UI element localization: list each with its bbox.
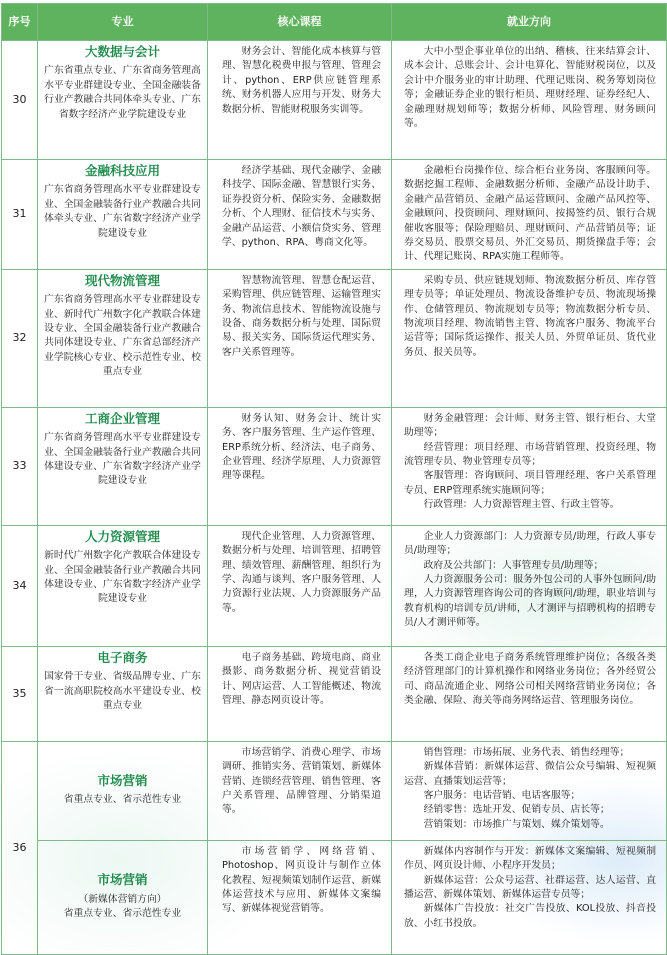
majors-table: [1, 3, 667, 955]
job-line: 行政管理：人力资源管理主管、行政主管等。: [423, 499, 620, 511]
jobs-cell: [392, 160, 667, 270]
courses-text: 电子商务基础、跨境电商、商业摄影、商务数据分析、视觉营销设计、网店运营、人工智能概述、物流管理、静态网页设计等。: [222, 651, 381, 707]
row-number: 33: [2, 407, 38, 525]
major-cell: [38, 41, 208, 160]
header-major: 专业: [38, 4, 208, 41]
major-name: 工商企业管理: [84, 410, 160, 426]
major-name: 市场营销: [97, 872, 148, 888]
header-courses: 核心课程: [208, 4, 392, 41]
courses-cell: [208, 269, 392, 407]
table-row: [2, 41, 667, 160]
job-line: 新媒体内容制作与开发：新媒体文案编辑、短视频制作员、网页设计师、小程序开发员；: [404, 845, 656, 872]
jobs-list: [392, 526, 666, 635]
row-number: 32: [2, 269, 38, 407]
header-jobs: 就业方向: [392, 4, 667, 41]
courses-cell: [208, 41, 392, 160]
jobs-cell: [392, 840, 667, 954]
jobs-cell: [392, 407, 667, 525]
major-description: 新时代广州数字化产教联合体建设专业、全国金融装备行业产教融合共同体建设专业、广东省数字经济产业学院建设专业: [44, 550, 201, 605]
courses-cell: [208, 646, 392, 741]
courses-cell: [208, 840, 392, 954]
major-description: 国家骨干专业、省级品牌专业、广东省一流高职院校高水平建设专业、校重点专业: [44, 671, 201, 712]
major-description: 广东省重点专业、广东省商务管理高水平专业群建设专业、全国金融装备行业产教融合共同体牵头专业、广东省数字经济产业学院建设专业: [44, 65, 201, 120]
job-line: 客户服务：电话营销、电话客服等；: [423, 790, 581, 802]
major-cell: [38, 269, 208, 407]
job-line: 新媒体营销：新媒体运营、微信公众号编辑、短视频运营、直播策划运营等；: [404, 761, 656, 787]
courses-cell: [208, 741, 392, 840]
courses-text: 智慧物流管理、智慧仓配运营、采购管理、供应链管理、运输管理实务、物流信息技术、智能物流设施与设备、商务数据分析与处理、国际贸易、报关实务、国际货运代理实务、客户关系管理等。: [222, 274, 381, 358]
courses-cell: [208, 160, 392, 270]
major-name: 大数据与会计: [84, 44, 160, 59]
major-cell: [38, 646, 208, 741]
courses-cell: [208, 525, 392, 646]
jobs-cell: [392, 269, 667, 407]
jobs-cell: [392, 741, 667, 840]
row-number: 34: [2, 525, 38, 646]
jobs-text: 采购专员、供应链规划师、物流数据分析员、库存管理专员等；单证处理员、物流设备维护专员、物流现场操作、仓储管理员、物流规划专员等；物流数据分析专员、物流项目经理、物流销售主管、物流客户服务、物流平台运营等；国际货运操作、报关人员、外贸单证员、货代业务员、报关员等。: [404, 274, 656, 358]
row-number: 35: [2, 646, 38, 741]
row-number: 36: [2, 741, 38, 954]
major-description: 省重点专业、省示范性专业: [63, 794, 182, 806]
table-row: [2, 840, 667, 954]
courses-text: 财务认知、财务会计、统计实务、客户服务管理、生产运作管理、ERP系统分析、经济法、电子商务、企业管理、经济学原理、人力资源管理等课程。: [222, 412, 381, 482]
job-line: 营销策划：市场推广与策划、媒介策划等。: [423, 818, 610, 830]
major-cell: [38, 525, 208, 646]
jobs-list: [392, 841, 666, 935]
major-description: （新媒体营销方向） 省重点专业、省示范性专业: [63, 893, 182, 920]
job-line: 销售管理：市场拓展、业务代表、销售经理等；: [423, 746, 630, 758]
job-line: 经销零售：选址开发、促销专员、店长等；: [423, 804, 610, 816]
job-line: 客服管理：咨询顾问、项目管理经理、客户关系管理专员、ERP管理系统实施顾问等；: [404, 470, 656, 496]
jobs-cell: [392, 525, 667, 646]
major-cell: [38, 160, 208, 270]
header-seq-text: 序号: [8, 15, 31, 28]
job-line: 人力资源服务公司：服务外包公司的人事外包顾问/助理，人力资源管理咨询公司的咨询顾问/助理，职业培训与教育机构的培训专员/讲师，人才测评与招聘机构的招聘专员/人才测评师等。: [404, 574, 656, 629]
courses-text: 市场营销学、消费心理学、市场调研、推销实务、营销策划、新媒体营销、连锁经营管理、销售管理、客户关系管理、品牌管理、分销渠道等。: [222, 746, 381, 816]
courses-text: 财务会计、智能化成本核算与管理、智慧化税费申报与管理、管理会计、python、ERP供应链管理系统、财务机器人应用与开发、财务大数据分析、智能财税服务实训等。: [222, 46, 381, 115]
jobs-list: [392, 742, 666, 836]
job-line: 政府及公共部门：人事管理专员/助理等；: [423, 559, 604, 571]
major-description: 广东省商务管理高水平专业群建设专业、全国金融装备行业产教融合共同体建设专业、广东省数字经济产业学院建设专业: [44, 432, 201, 487]
table-header-row: [2, 4, 667, 41]
table-row: [2, 407, 667, 525]
jobs-text: 金融柜台岗操作位、综合柜台业务岗、客服顾问等。数据挖掘工程师、金融数据分析师、金融产品设计助手、金融产品营销员、金融产品运营顾问、金融产品风控等、金融顾问、投资顾问、理财顾问、按揭签约员、银行合规催收客服等；保险理赔员、理财顾问、产品营销员等；证券交易员、股票交易员、外汇交易员、期货操盘手等；会计、代理记账岗、RPA实施工程师等。: [404, 165, 656, 263]
job-line: 新媒体运营：公众号运营、社群运营、达人运营、直播运营、新媒体策划、新媒体运营专员等；: [404, 874, 656, 901]
row-number: 30: [2, 41, 38, 160]
major-cell: [38, 840, 208, 954]
jobs-text: 各类工商企业电子商务系统管理维护岗位；各级各类经济管理部门的计算机操作和网络业务岗位；各外经贸公司、商品流通企业、网络公司相关网络营销业务岗位；各类金融、保险、海关等商务网络运营、管理服务岗位。: [404, 651, 656, 707]
job-line: 企业人力资源部门：人力资源专员/助理，行政人事专员/助理等；: [404, 530, 656, 557]
major-description: 广东省商务管理高水平专业群建设专业、全国金融装备行业产教融合共同体牵头专业、广东省数字经济产业学院建设专业: [44, 184, 201, 239]
job-line: 财务金融管理：会计师、财务主管、银行柜台、大堂助理等；: [404, 412, 656, 439]
courses-text: 现代企业管理、人力资源管理、数据分析与处理、培训管理、招聘管理、绩效管理、薪酬管理、组织行为学、沟通与谈判、客户服务管理、人力资源行业法规、人力资源服务产品等。: [222, 530, 381, 614]
major-description: 广东省商务管理高水平专业群建设专业、新时代广州数字化产教联合体建设专业、全国金融装备行业产教融合共同体建设专业、广东省总部经济产业学院核心专业、校示范性专业、校重点专业: [44, 294, 201, 378]
major-name: 人力资源管理: [84, 528, 160, 544]
row-number: 31: [2, 160, 38, 270]
table-row: [2, 269, 667, 407]
job-line: 新媒体广告投放：社交广告投放、KOL投放、抖音投放、小红书投放。: [404, 903, 656, 929]
courses-text: 市场营销学、网络营销、Photoshop、网页设计与制作立体化教程、短视频策划制作运营、新媒体运营技术与应用、新媒体文案编写、新媒体视觉营销等。: [222, 845, 381, 915]
courses-text: 经济学基础、现代金融学、金融科技学、国际金融、智慧银行实务、证券投资分析、保险实务、金融数据分析、个人理财、征信技术与实务、金融产品运营、小额信贷实务、管理学、python、RPA、粤商文化等。: [222, 165, 381, 249]
major-cell: [38, 741, 208, 840]
jobs-cell: [392, 41, 667, 160]
job-line: 经营管理：项目经理、市场营销管理、投资经理、物流管理专员、物业管理专员等；: [404, 441, 656, 468]
major-name: 现代物流管理: [84, 272, 160, 288]
table-row: [2, 160, 667, 270]
major-cell: [38, 407, 208, 525]
major-name: 金融科技应用: [84, 163, 160, 178]
major-name: 电子商务: [97, 649, 148, 665]
jobs-text: 大中小型企事业单位的出纳、稽核、往来结算会计、成本会计、总账会计、会计电算化、智能财税岗位，以及会计中介服务业的审计助理、代理记账岗、税务筹划岗位等；金融证券企业的银行柜员、理财经理、证券经纪人、金融理财规划师等；数据分析师、风险管理、财务顾问等。: [404, 46, 656, 130]
courses-cell: [208, 407, 392, 525]
major-name: 市场营销: [97, 772, 148, 788]
jobs-cell: [392, 646, 667, 741]
table-row: [2, 646, 667, 741]
header-seq: [2, 4, 38, 41]
jobs-list: [392, 408, 666, 517]
table-row: [2, 525, 667, 646]
table-row: [2, 741, 667, 840]
